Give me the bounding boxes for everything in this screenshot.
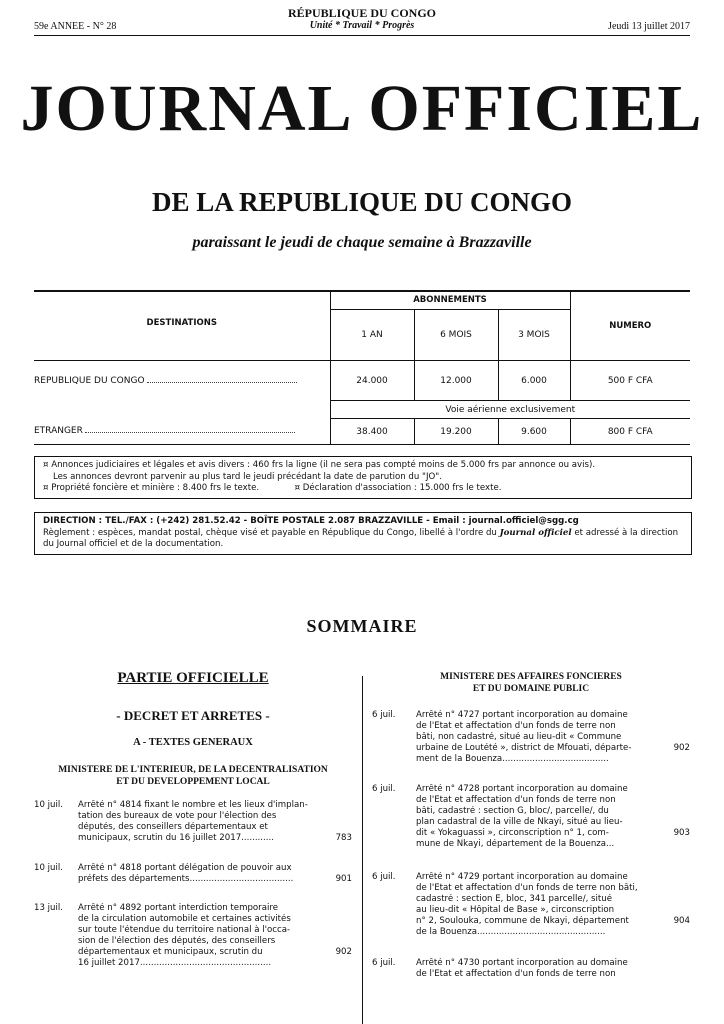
entry-line: au lieu-dit « Hôpital de Base », circonscription bbox=[416, 905, 615, 915]
entry-page-number: 901 bbox=[335, 874, 352, 884]
contact-box bbox=[34, 512, 692, 555]
entry-line: mune de Nkayi, département de la Bouenza... bbox=[416, 839, 615, 849]
journal-tagline: paraissant le jeudi de chaque semaine à Brazzaville bbox=[192, 234, 532, 251]
period-3mois: 3 MOIS bbox=[498, 309, 570, 360]
entry-line: plan cadastral de la ville de Nkayi, situé au lieu- bbox=[416, 817, 623, 827]
entry-page-number: 903 bbox=[673, 828, 690, 838]
entry-text bbox=[78, 863, 312, 885]
destination-etranger: ETRANGER bbox=[34, 426, 83, 437]
etranger-3mois: 9.600 bbox=[498, 419, 570, 445]
entry-line: Arrêté n° 4892 portant interdiction temporaire bbox=[78, 903, 278, 913]
entry-line: départementaux et municipaux, scrutin du bbox=[78, 947, 263, 957]
entry-line: de l'Etat et affectation d'un fonds de terre non bbox=[416, 969, 616, 979]
entry-text bbox=[416, 784, 650, 850]
decrets-heading: - DECRET ET ARRETES - bbox=[116, 708, 270, 723]
entry-line: ment de la Bouenza....................................... bbox=[416, 754, 609, 764]
notice-propriete: ¤ Propriété foncière et minière : 8.400 frs le texte. bbox=[43, 483, 260, 493]
entry-line: Arrêté n° 4814 fixant le nombre et les lieux d'implan- bbox=[78, 800, 308, 810]
national-motto: Unité * Travail * Progrès bbox=[309, 20, 415, 31]
direction-contact: DIRECTION : TEL./FAX : (+242) 281.52.42 - BOÎTE POSTALE 2.087 BRAZZAVILLE - Email : journal.officiel@sgg.cg bbox=[43, 516, 579, 526]
entry-date: 6 juil. bbox=[372, 872, 396, 882]
entry-line: Arrêté n° 4730 portant incorporation au domaine bbox=[416, 958, 628, 968]
entry-line: n° 2, Soulouka, commune de Nkayi, département bbox=[416, 916, 629, 926]
ministry-interieur-line1: MINISTERE DE L'INTERIEUR, DE LA DECENTRALISATION bbox=[58, 765, 328, 775]
entry-page-number: 902 bbox=[335, 947, 352, 957]
reglement-part-a: Règlement : espèces, mandat postal, chèque visé et payable en République du Congo, libellé à l'ordre du bbox=[43, 527, 497, 538]
textes-generaux-heading: A - TEXTES GENERAUX bbox=[133, 737, 253, 748]
voie-aerienne-note: Voie aérienne exclusivement bbox=[330, 401, 690, 419]
reglement-journal-name: Journal officiel bbox=[499, 527, 572, 538]
period-1an: 1 AN bbox=[330, 309, 414, 360]
entry-date: 10 juil. bbox=[34, 800, 64, 810]
entry-line: tation des bureaux de vote pour l'élection des bbox=[78, 811, 277, 821]
entry-line: préfets des départements...................................... bbox=[78, 874, 294, 884]
issue-date: Jeudi 13 juillet 2017 bbox=[608, 21, 690, 32]
entry-line: Arrêté n° 4729 portant incorporation au domaine bbox=[416, 872, 628, 882]
entry-date: 6 juil. bbox=[372, 710, 396, 720]
entry-line: de l'Etat et affectation d'un fonds de terre non bbox=[416, 721, 616, 731]
entry-line: urbaine de Loutété », district de Mfouati, départe- bbox=[416, 743, 632, 753]
abonnements-label: ABONNEMENTS bbox=[330, 291, 570, 309]
notice-delai: Les annonces devront parvenir au plus tard le jeudi précédant la date de parution du "JO". bbox=[53, 471, 442, 482]
column-divider bbox=[362, 676, 363, 1024]
entry-line: de l'Etat et affectation d'un fonds de terre non bbox=[416, 795, 616, 805]
etranger-1an: 38.400 bbox=[330, 419, 414, 445]
entry-line: bâti, non cadastré, situé au lieu-dit « Commune bbox=[416, 732, 622, 742]
period-6mois: 6 MOIS bbox=[414, 309, 498, 360]
entry-date: 6 juil. bbox=[372, 958, 396, 968]
ministry-foncieres-line1: MINISTERE DES AFFAIRES FONCIERES bbox=[440, 672, 622, 682]
entry-date: 10 juil. bbox=[34, 863, 64, 873]
ministry-interieur-line2: ET DU DEVELOPPEMENT LOCAL bbox=[116, 777, 270, 787]
entry-line: dit « Yokaguassi », circonscription n° 1, com- bbox=[416, 828, 609, 838]
leader-dots bbox=[147, 376, 297, 383]
destinations-label: DESTINATIONS bbox=[146, 318, 217, 328]
entry-text bbox=[416, 710, 650, 765]
congo-6mois: 12.000 bbox=[414, 361, 498, 401]
notice-row-3 bbox=[43, 483, 683, 495]
congo-3mois: 6.000 bbox=[498, 361, 570, 401]
entry-line: de la Bouenza............................................... bbox=[416, 927, 606, 937]
entry-line: sur toute l'étendue du territoire national à l'occa- bbox=[78, 925, 291, 935]
entry-page-number: 904 bbox=[673, 916, 690, 926]
entry-line: bâti, cadastré : section G, bloc/, parcelle/, du bbox=[416, 806, 609, 816]
entry-date: 6 juil. bbox=[372, 784, 396, 794]
entry-line: députés, des conseillers départementaux et bbox=[78, 822, 268, 832]
notice-annonces: ¤ Annonces judiciaires et légales et avis divers : 460 frs la ligne (il ne sera pas compté moins de 5.000 frs par annonce ou avis). bbox=[43, 460, 596, 470]
notices-box bbox=[34, 456, 692, 499]
entry-line: municipaux, scrutin du 16 juillet 2017............ bbox=[78, 833, 274, 843]
ministry-foncieres-line2: ET DU DOMAINE PUBLIC bbox=[472, 684, 590, 694]
republic-name: RÉPUBLIQUE DU CONGO bbox=[287, 6, 436, 20]
etranger-6mois: 19.200 bbox=[414, 419, 498, 445]
entry-line: cadastré : section E, bloc, 341 parcelle/, situé bbox=[416, 894, 613, 904]
subscription-table bbox=[34, 290, 690, 445]
entry-line: sion de l'élection des députés, des conseillers bbox=[78, 936, 276, 946]
reglement-part-c: et adressé à la direction du Journal officiel et de la documentation. bbox=[43, 527, 679, 549]
destinations-header-cell bbox=[34, 291, 330, 361]
entry-line: Arrêté n° 4727 portant incorporation au domaine bbox=[416, 710, 628, 720]
row-etranger-destination bbox=[34, 419, 330, 445]
etranger-numero: 800 F CFA bbox=[570, 419, 690, 445]
entry-date: 13 juil. bbox=[34, 903, 64, 913]
row-congo-destination bbox=[34, 361, 330, 401]
entry-text bbox=[416, 958, 650, 980]
journal-subtitle: DE LA REPUBLIQUE DU CONGO bbox=[151, 187, 573, 217]
entry-text bbox=[416, 872, 650, 938]
partie-officielle-heading: PARTIE OFFICIELLE bbox=[117, 670, 269, 686]
header-rule bbox=[34, 35, 690, 36]
entry-line: Arrêté n° 4818 portant délégation de pouvoir aux bbox=[78, 863, 292, 873]
congo-numero: 500 F CFA bbox=[570, 361, 690, 401]
numero-label: NUMERO bbox=[570, 291, 690, 361]
entry-line: 16 juillet 2017................................................ bbox=[78, 958, 272, 968]
entry-text bbox=[78, 800, 312, 844]
issue-number: 59e ANNEE - N° 28 bbox=[34, 21, 117, 32]
sommaire-title: SOMMAIRE bbox=[306, 616, 418, 636]
destination-congo: REPUBLIQUE DU CONGO bbox=[34, 375, 145, 386]
entry-text bbox=[78, 903, 312, 969]
entry-line: de l'Etat et affectation d'un fonds de terre non bâti, bbox=[416, 883, 638, 893]
congo-1an: 24.000 bbox=[330, 361, 414, 401]
reglement-text bbox=[43, 528, 683, 551]
leader-dots bbox=[85, 426, 295, 433]
notice-declaration: ¤ Déclaration d'association : 15.000 frs le texte. bbox=[294, 483, 502, 493]
entry-page-number: 902 bbox=[673, 743, 690, 753]
entry-page-number: 783 bbox=[335, 833, 352, 843]
journal-title: JOURNAL OFFICIEL bbox=[20, 72, 704, 145]
entry-line: de la circulation automobile et certaines activités bbox=[78, 914, 291, 924]
entry-line: Arrêté n° 4728 portant incorporation au domaine bbox=[416, 784, 628, 794]
